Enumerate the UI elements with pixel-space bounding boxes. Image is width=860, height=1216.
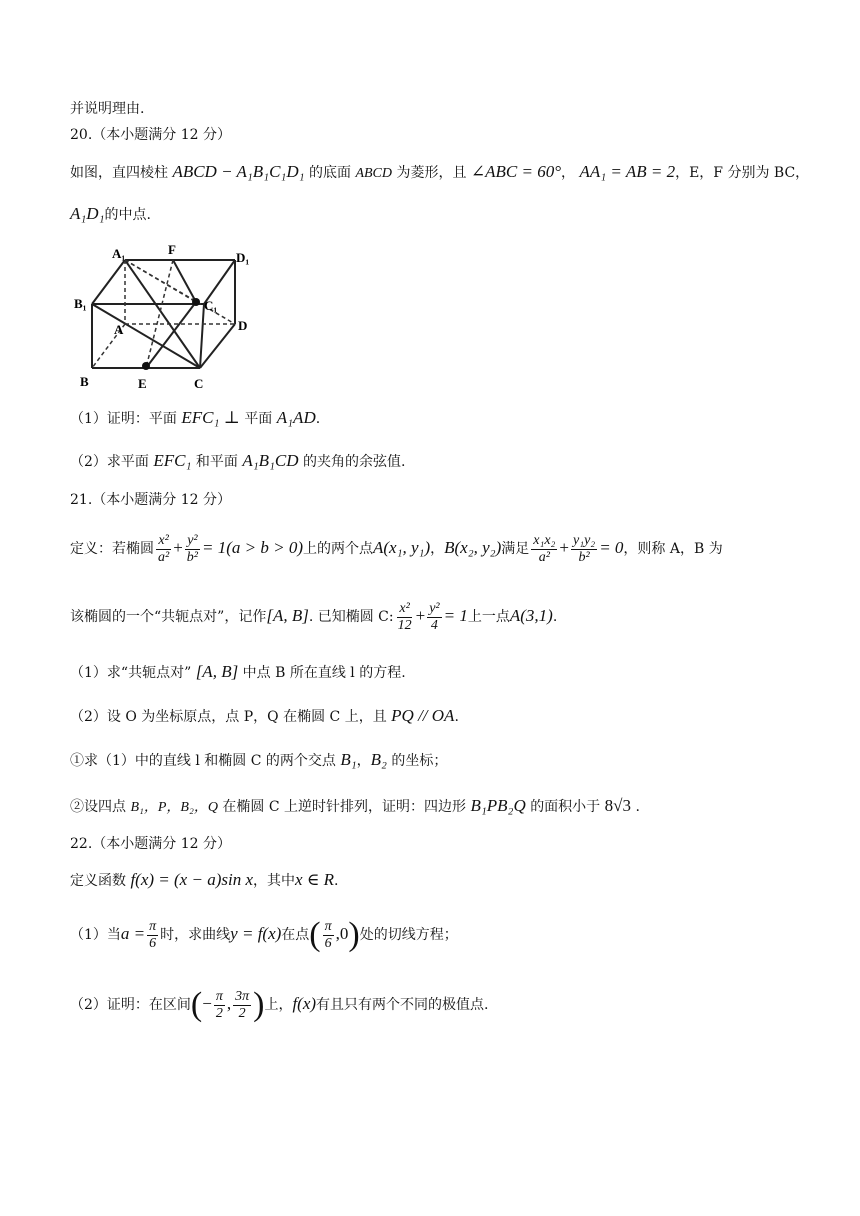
q21-s2-quad: B₁PB₂Q — [470, 796, 526, 815]
q21-s2-c: 的面积小于 — [530, 799, 601, 815]
frac-3pi-2: $\frac{3\pi}{2}$ — [235, 988, 250, 1021]
frac-x2-12: $\frac{\text{x²}}{12}$ — [397, 600, 412, 633]
q22-p1-b: 时，求曲线 — [160, 927, 231, 943]
q20-seg-a1d1: A₁D₁ — [70, 204, 105, 223]
frac-pi-6-point: $\frac{\pi}{6}$ — [324, 918, 332, 951]
q22-p1-d: 处的切线方程； — [359, 927, 458, 943]
q20-stem2-tail: 的中点. — [104, 207, 151, 223]
q21-s2-pts: B₁，P，B₂，Q — [130, 800, 218, 815]
q20-p2-plane2: A₁B₁CD — [242, 451, 299, 470]
label-C: C — [194, 376, 204, 391]
q22-def — [70, 870, 338, 891]
q20-stem-line2 — [70, 204, 151, 225]
q20-p2-c: 的夹角的余弦值. — [302, 454, 406, 470]
q21-ellipse-cond: = 1(a > b > 0) — [202, 538, 303, 557]
q21-s1-a: ①求（1）中的直线 l 和椭圆 C 的两个交点 — [70, 753, 336, 769]
frac-neg-pi-2: $\frac{\pi}{2}$ — [215, 988, 223, 1021]
q20-angle: ∠ABC = 60° — [470, 162, 562, 181]
q21-sub2 — [70, 796, 640, 818]
frac-y2-b2: $\frac{\text{y²}}{\text{b²}}$ — [186, 532, 198, 565]
q22-p1-a-eq: a = — [120, 924, 146, 943]
q21-comma: ， — [430, 541, 445, 557]
q21-pointA: A(x₁, y₁) — [373, 538, 431, 557]
label-C1: C₁ — [204, 298, 218, 313]
q20-stem-e: ，E，F 分别为 BC， — [675, 165, 810, 181]
label-A: A — [114, 322, 124, 337]
frac-pi-6: $\frac{\pi}{6}$ — [149, 918, 157, 951]
q21-s1-B2: B₂ — [370, 750, 387, 769]
frac-y2-4: $\frac{\text{y²}}{4}$ — [429, 600, 440, 633]
q21-s1-mid: ， — [356, 753, 371, 769]
q21-ellipseC-eq: = 1 — [443, 606, 468, 625]
q22-part1: （1）当a = $\frac{\pi}{6}$ 时，求曲线y = f(x)在点( $\frac{\pi}{6}$ ,0)处的切线方程； — [70, 916, 458, 953]
q21-part2 — [70, 706, 459, 727]
q21-sub1 — [70, 750, 447, 771]
q21-def-line2: 该椭圆的一个“共轭点对”，记作[A, B]. 已知椭圆 C: $\frac{\text{x²}}{12}$ + $\frac{\text{y²}}{4}$ = 1上一点A(3,1). — [70, 600, 558, 633]
q21-p1-pair: [A, B] — [195, 662, 239, 681]
q21-pointA31: A(3,1) — [509, 606, 553, 625]
frac-x1x2-a2: $\frac{\text{x₁x₂}}{\text{a²}}$ — [533, 532, 556, 565]
q20-stem-d: ， — [561, 165, 576, 181]
q22-p2-f: f(x) — [292, 994, 317, 1013]
label-F: F — [168, 242, 176, 257]
label-D: D — [238, 318, 248, 333]
q21-part1 — [70, 662, 406, 683]
q21-line2-b: . 已知椭圆 C: — [308, 609, 394, 625]
label-B1: B₁ — [74, 296, 87, 311]
q20-p1-b: 平面 — [244, 411, 273, 427]
q20-p1-plane1: EFC₁ — [181, 408, 220, 427]
q22-p1-curve: y = f(x) — [230, 924, 282, 943]
q20-header: 20.（本小题满分 12 分） — [70, 127, 231, 143]
q20-part2 — [70, 451, 405, 472]
frac-x2-a2: $\frac{\text{x²}}{\text{a²}}$ — [158, 532, 170, 565]
q21-cond-eq: = 0 — [599, 538, 624, 557]
q20-p1-a: （1）证明：平面 — [70, 411, 177, 427]
label-A1: A₁ — [112, 246, 126, 261]
q20-prism: ABCD − A₁B₁C₁D₁ — [172, 162, 305, 181]
q20-part1 — [70, 408, 320, 429]
q22-def-b: ，其中 — [253, 873, 295, 889]
q20-p2-b: 和平面 — [195, 454, 238, 470]
q21-def-a: 定义：若椭圆 — [70, 541, 154, 557]
top-text: 并说明理由. — [70, 101, 145, 117]
q20-stem-a: 如图，直四棱柱 — [70, 165, 168, 181]
q21-def-d: ，则称 A，B 为 — [623, 541, 723, 557]
q21-p2-par: PQ // OA — [391, 706, 455, 725]
q22-func: f(x) = (x − a)sin x — [130, 870, 253, 889]
q21-header: 21.（本小题满分 12 分） — [70, 492, 231, 508]
q22-p1-a: （1）当 — [70, 927, 121, 943]
q20-stem-b: 的底面 — [308, 165, 351, 181]
q21-s2-end: . — [635, 799, 640, 815]
q22-def-a: 定义函数 — [70, 873, 126, 889]
label-D1: D₁ — [236, 250, 250, 265]
q20-p2-a: （2）求平面 — [70, 454, 149, 470]
q20-lengths: AA₁ = AB = 2 — [579, 162, 676, 181]
q21-pointB: B(x₂, y₂) — [444, 538, 502, 557]
q21-def-b: 上的两个点 — [303, 541, 373, 557]
label-E: E — [138, 376, 147, 391]
q21-s1-B1: B₁ — [340, 750, 357, 769]
q20-p1-perp: ⊥ — [223, 408, 240, 427]
q21-s1-b: 的坐标； — [391, 753, 448, 769]
q22-p2-b: 上， — [264, 997, 293, 1013]
q21-line2-c: 上一点 — [467, 609, 510, 625]
q20-stem-line1 — [70, 162, 809, 184]
q22-p1-c: 在点 — [281, 927, 310, 943]
q21-def-c: 满足 — [501, 541, 530, 557]
q22-domain: x ∈ R — [295, 870, 335, 889]
q22-p2-c: 有且只有两个不同的极值点. — [316, 997, 489, 1013]
q21-s2-a: ②设四点 — [70, 799, 126, 815]
q21-p2-end: . — [454, 709, 459, 725]
q21-p1-b: 中点 B 所在直线 l 的方程. — [242, 665, 406, 681]
q21-s2-b: 在椭圆 C 上逆时针排列，证明：四边形 — [222, 799, 467, 815]
frac-y1y2-b2: $\frac{\text{y₁y₂}}{\text{b²}}$ — [573, 532, 596, 565]
q22-header: 22.（本小题满分 12 分） — [70, 836, 231, 852]
q21-line2-end: . — [552, 609, 558, 625]
q20-p1-plane2: A₁AD — [276, 408, 316, 427]
prism-figure — [70, 240, 270, 400]
q20-base: ABCD — [355, 166, 392, 181]
q21-p1-a: （1）求“共轭点对” — [70, 665, 192, 681]
q21-pair: [A, B] — [266, 606, 309, 625]
label-B: B — [80, 374, 89, 389]
q22-def-end: . — [334, 873, 339, 889]
q22-p2-a: （2）证明：在区间 — [70, 997, 191, 1013]
q22-part2: （2）证明：在区间(− $\frac{\pi}{2}$ , $\frac{3\pi}{2}$ )上，f(x)有且只有两个不同的极值点. — [70, 986, 489, 1023]
q21-def-line: 定义：若椭圆 $\frac{\text{x²}}{\text{a²}}$ + $\frac{\text{y²}}{\text{b²}}$ = 1(a > b > 0)上的两个点A(x₁, y₁)，B(x₂, y₂)满足 $\frac{\text{x₁x₂}}{\text{a²}}$ + $\frac{\text{y₁y₂}}{\text{b²}}$ = 0，则称 A，B 为 — [70, 532, 723, 565]
q20-p1-end: . — [315, 411, 321, 427]
q21-line2-a: 该椭圆的一个“共轭点对”，记作 — [70, 609, 267, 625]
q21-p2-a: （2）设 O 为坐标原点，点 P，Q 在椭圆 C 上，且 — [70, 709, 387, 725]
q20-stem-c: 为菱形，且 — [396, 165, 467, 181]
q20-p2-plane1: EFC₁ — [153, 451, 192, 470]
q21-s2-val: 8√3 — [604, 796, 631, 815]
